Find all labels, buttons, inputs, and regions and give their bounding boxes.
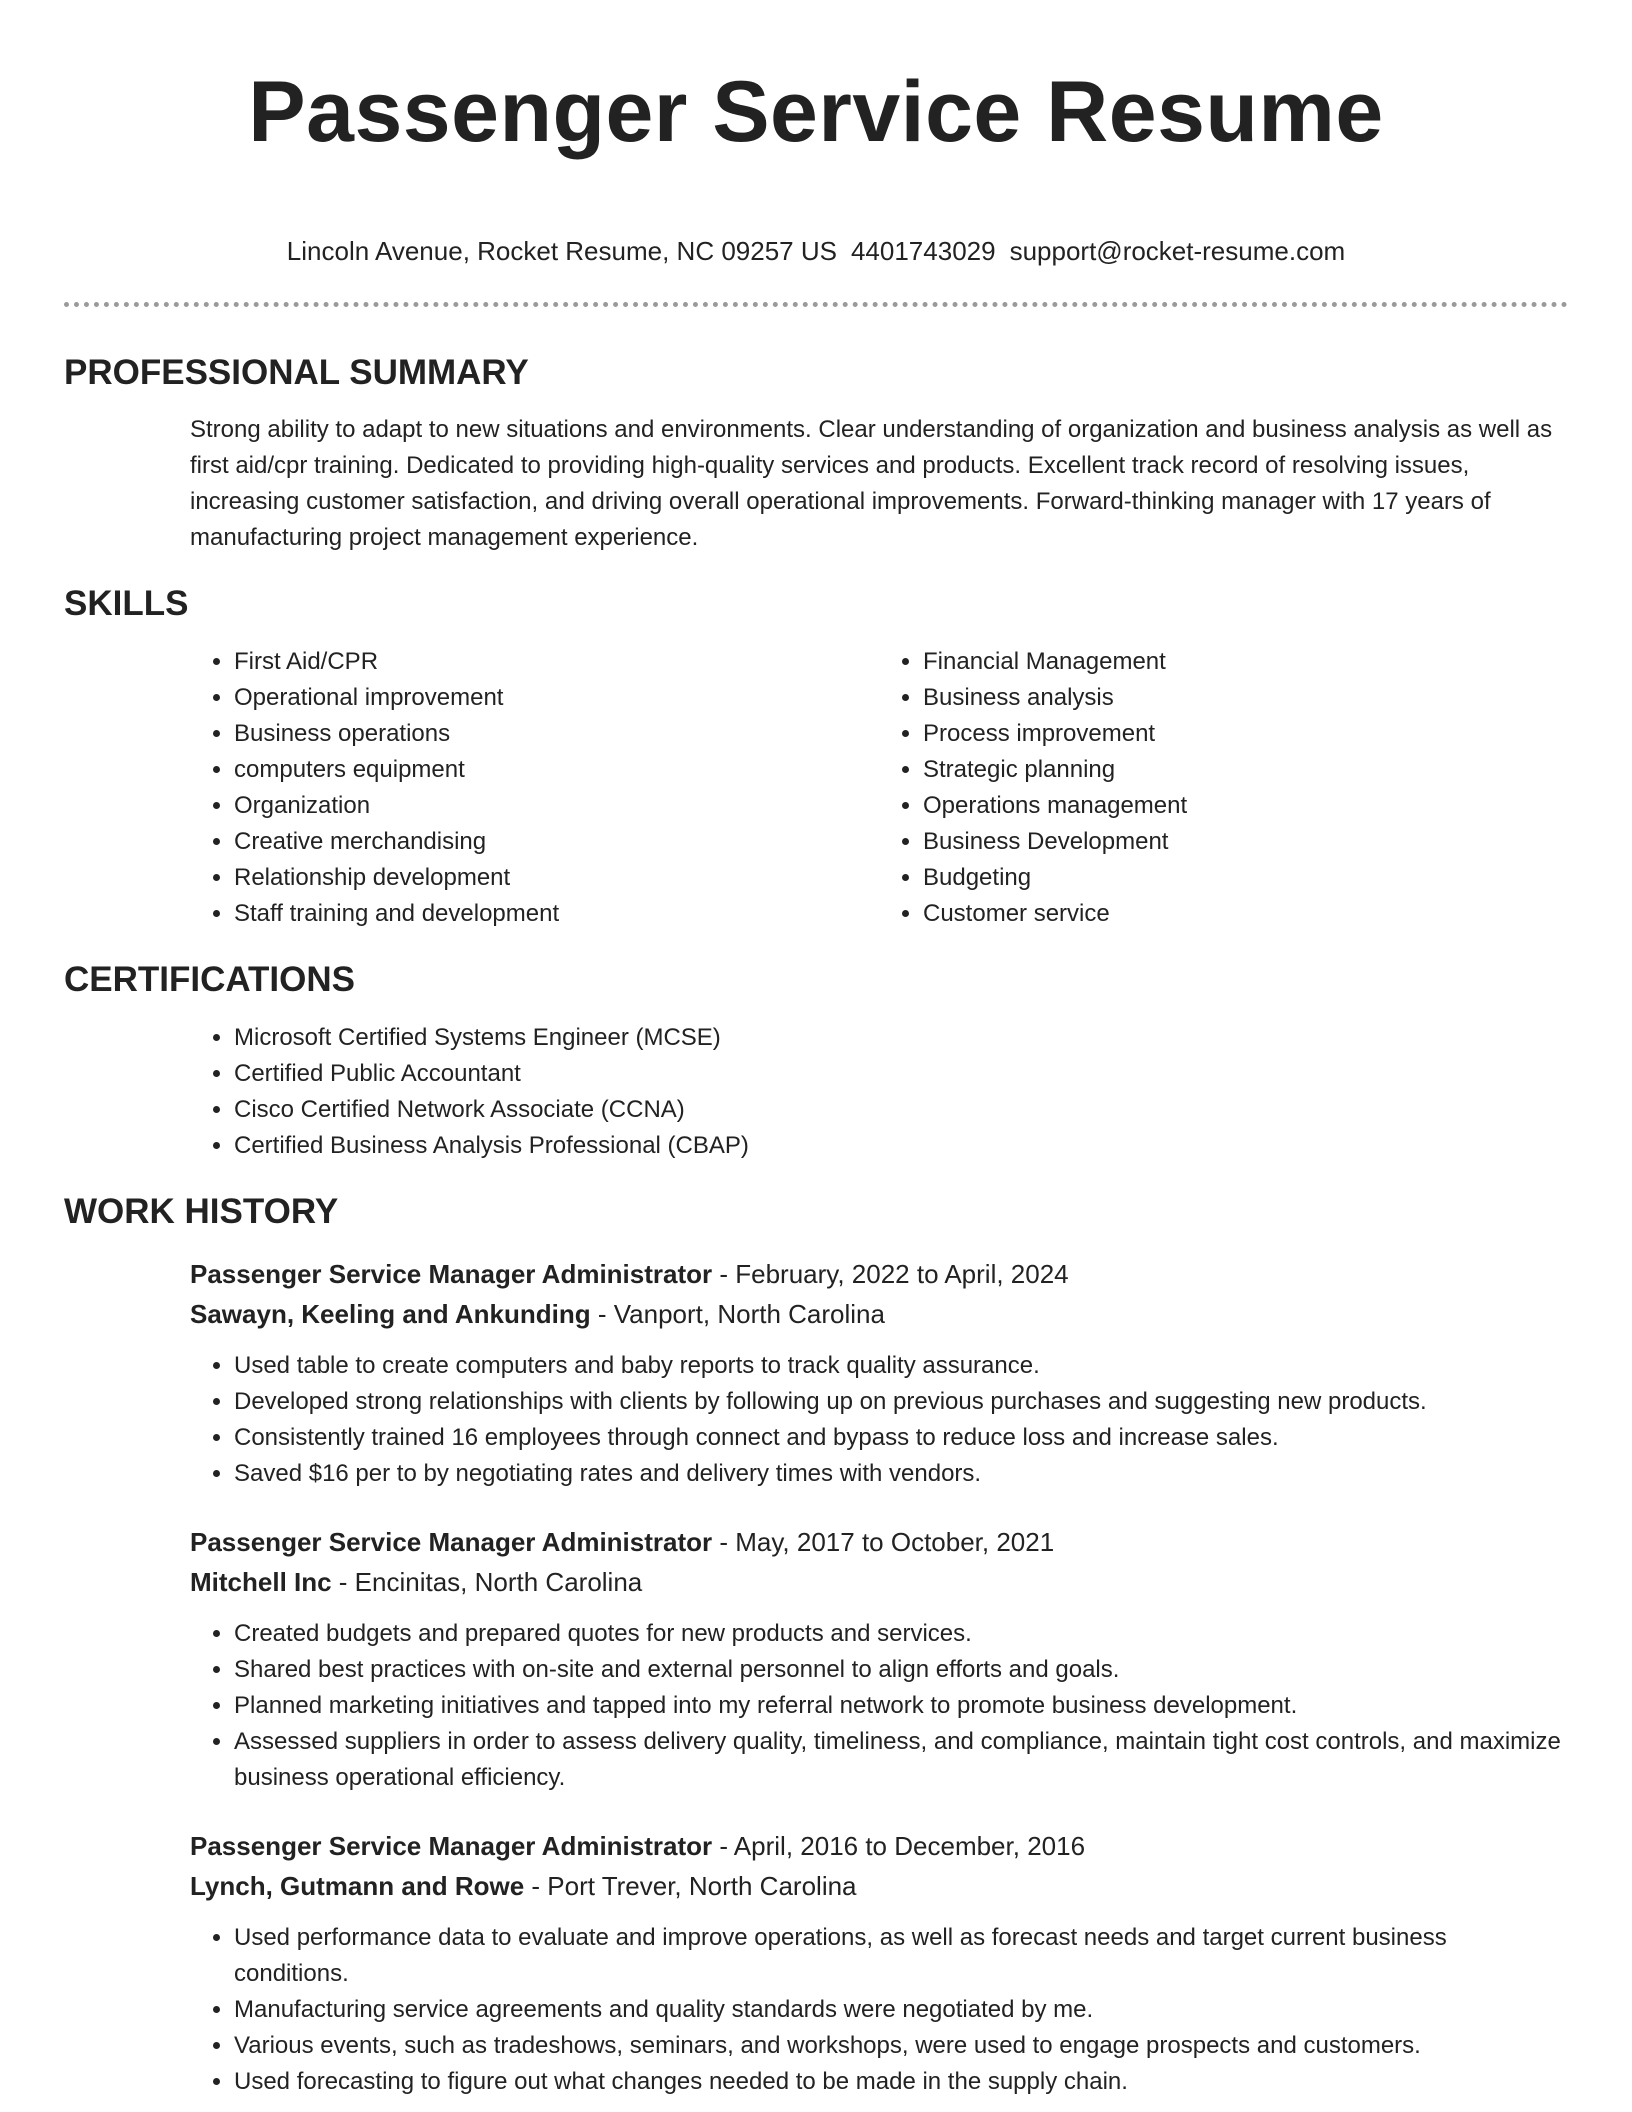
job-role: Passenger Service Manager Administrator [190,1831,713,1861]
contact-email[interactable]: support@rocket-resume.com [1009,236,1346,266]
work-history-heading: WORK HISTORY [64,1192,339,1231]
job-bullet: • Various events, such as tradeshows, seminars, and workshops, were used to engage prospects and customers. [234,2028,1568,2064]
job-dates: - February, 2022 to April, 2024 [712,1259,1069,1289]
skill-item: • Staff training and development [234,896,879,932]
contact-phone: 4401743029 [850,236,996,266]
job-bullet: • Used performance data to evaluate and improve operations, as well as forecast needs and target current business conditions. [234,1920,1568,1992]
job-bullet: • Developed strong relationships with clients by following up on previous purchases and suggesting new products. [234,1384,1568,1420]
job-company: Sawayn, Keeling and Ankunding [190,1299,591,1329]
job-bullet: • Manufacturing service agreements and quality standards were negotiated by me. [234,1992,1568,2028]
job-company-line [190,1562,1568,1602]
job-bullet: • Used table to create computers and baby reports to track quality assurance. [234,1348,1568,1384]
skill-item: • Relationship development [234,860,879,896]
job-title-line [190,1254,1568,1294]
job-bullets [190,1348,1568,1492]
job-bullet: • Used forecasting to figure out what changes needed to be made in the supply chain. [234,2064,1568,2100]
job-role: Passenger Service Manager Administrator [190,1527,713,1557]
contact-line [64,234,1568,268]
skill-item: • Business analysis [923,680,1568,716]
job-entry [190,1254,1568,1492]
job-location: - Encinitas, North Carolina [331,1567,643,1597]
skill-item: • Creative merchandising [234,824,879,860]
summary-heading: PROFESSIONAL SUMMARY [64,353,529,392]
skill-item: • Process improvement [923,716,1568,752]
resume-page [64,0,1568,2100]
certifications-heading: CERTIFICATIONS [64,960,356,999]
job-bullet: • Planned marketing initiatives and tapped into my referral network to promote business development. [234,1688,1568,1724]
skill-item: • Financial Management [923,644,1568,680]
job-role: Passenger Service Manager Administrator [190,1259,713,1289]
job-bullets [190,1616,1568,1796]
certification-item: • Certified Business Analysis Professional (CBAP) [234,1128,1568,1164]
skills-columns [190,644,1568,932]
job-location: - Vanport, North Carolina [590,1299,885,1329]
job-location: - Port Trever, North Carolina [524,1871,857,1901]
certification-item: • Certified Public Accountant [234,1056,1568,1092]
certification-item: • Microsoft Certified Systems Engineer (MCSE) [234,1020,1568,1056]
header-divider [64,302,1568,307]
job-bullets [190,1920,1568,2100]
job-company-line [190,1294,1568,1334]
skill-item: • Organization [234,788,879,824]
job-bullet: • Created budgets and prepared quotes for new products and services. [234,1616,1568,1652]
job-title-line [190,1522,1568,1562]
job-title-line [190,1826,1568,1866]
job-dates: - April, 2016 to December, 2016 [712,1831,1086,1861]
skill-item: • Operational improvement [234,680,879,716]
job-bullet: • Shared best practices with on-site and external personnel to align efforts and goals. [234,1652,1568,1688]
resume-title: Passenger Service Resume [248,64,1384,160]
skill-item: • Customer service [923,896,1568,932]
job-dates: - May, 2017 to October, 2021 [712,1527,1055,1557]
job-bullet: • Saved $16 per to by negotiating rates and delivery times with vendors. [234,1456,1568,1492]
skills-list-left [190,644,879,932]
skill-item: • computers equipment [234,752,879,788]
job-entry [190,1522,1568,1796]
skill-item: • Business Development [923,824,1568,860]
skill-item: • Budgeting [923,860,1568,896]
skills-list-right [879,644,1568,932]
job-company-line [190,1866,1568,1906]
job-company: Lynch, Gutmann and Rowe [190,1871,525,1901]
job-company: Mitchell Inc [190,1567,332,1597]
skills-heading: SKILLS [64,584,189,623]
job-bullet: • Assessed suppliers in order to assess delivery quality, timeliness, and compliance, maintain tight cost controls, and maximize business operational efficiency. [234,1724,1568,1796]
certification-item: • Cisco Certified Network Associate (CCNA) [234,1092,1568,1128]
skill-item: • Operations management [923,788,1568,824]
job-entry [190,1826,1568,2100]
skill-item: • First Aid/CPR [234,644,879,680]
skill-item: • Strategic planning [923,752,1568,788]
skill-item: • Business operations [234,716,879,752]
summary-text: Strong ability to adapt to new situations and environments. Clear understanding of organization and business analysis as well as first aid/cpr training. Dedicated to providing high-quality services and products. Excellent track record of resolving issues, increasing customer satisfaction, and driving overall operational improvements. Forward-thinking manager with 17 years of manufacturing project management experience. [190,416,1553,551]
contact-address: Lincoln Avenue, Rocket Resume, NC 09257 US [286,236,837,266]
certifications-list [190,1020,1568,1164]
job-bullet: • Consistently trained 16 employees through connect and bypass to reduce loss and increase sales. [234,1420,1568,1456]
